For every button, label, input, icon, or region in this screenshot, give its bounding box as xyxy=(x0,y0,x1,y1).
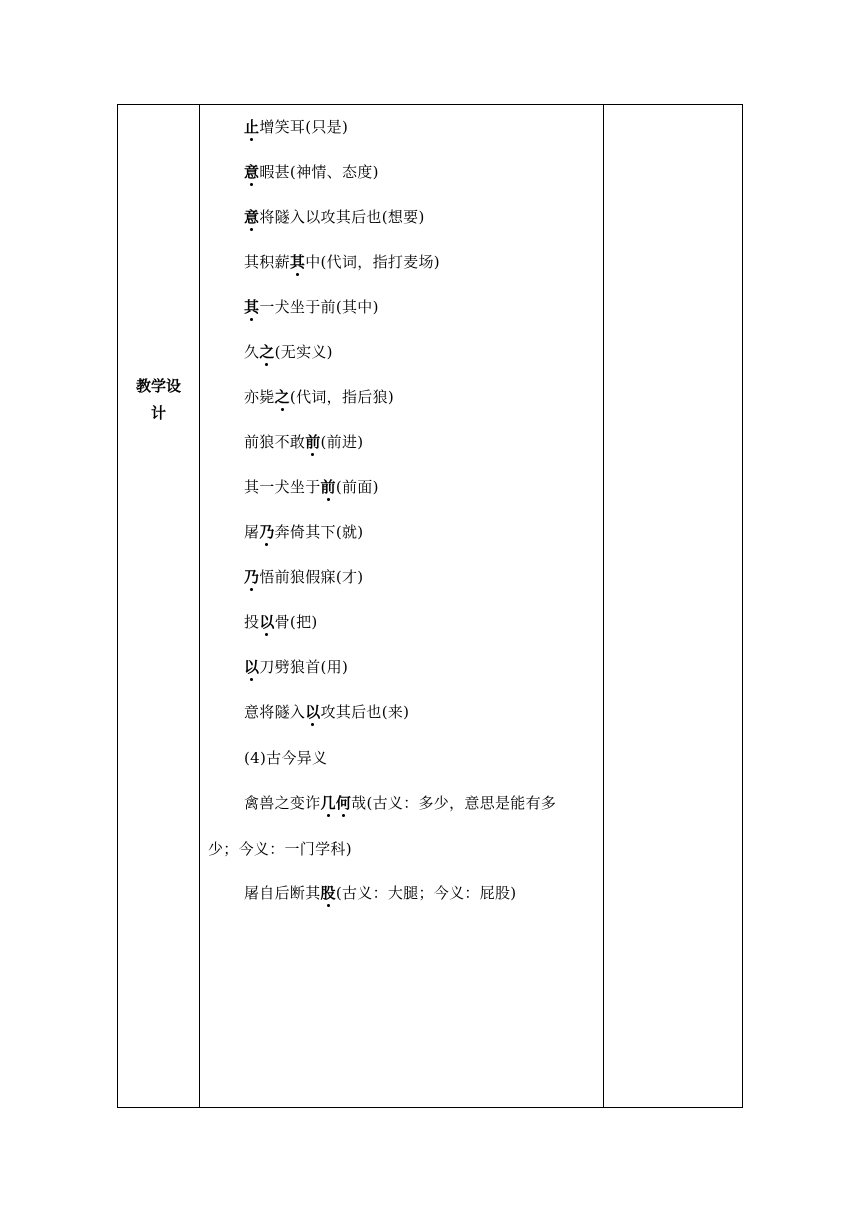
emphasized-character: 其 xyxy=(289,253,306,271)
content-line xyxy=(244,567,363,587)
line-text: (4)古今异义 xyxy=(244,749,328,767)
content-line xyxy=(244,387,394,407)
column-divider xyxy=(199,105,200,1107)
emphasized-character: 意 xyxy=(244,208,260,226)
content-line xyxy=(244,162,379,182)
line-text: 一犬坐于前(其中) xyxy=(259,298,379,316)
content-line xyxy=(244,252,440,272)
content-line xyxy=(244,883,516,903)
emphasized-character: 几 xyxy=(320,794,336,812)
content-line xyxy=(244,748,327,768)
line-text: 禽兽之变诈 xyxy=(244,794,321,812)
emphasized-character: 前 xyxy=(305,433,321,451)
line-text: 其积薪 xyxy=(244,253,290,271)
line-text: 少；今义：一门学科) xyxy=(208,840,352,858)
line-text: (古义：大腿；今义：屁股) xyxy=(335,884,517,902)
line-text: 久 xyxy=(244,343,260,361)
emphasized-character: 乃 xyxy=(259,523,275,541)
emphasized-character: 之 xyxy=(274,388,290,406)
emphasized-character: 之 xyxy=(259,343,275,361)
row-label-line: 教学设 xyxy=(135,377,181,395)
line-text: 骨(把) xyxy=(274,613,318,631)
row-label xyxy=(118,373,199,427)
emphasized-character: 以 xyxy=(259,613,275,631)
line-text: 其一犬坐于 xyxy=(244,478,321,496)
line-text: 刀劈狼首(用) xyxy=(259,658,349,676)
emphasized-character: 以 xyxy=(305,703,321,721)
emphasized-character: 乃 xyxy=(244,568,260,586)
line-text: (前面) xyxy=(335,478,379,496)
content-line xyxy=(244,207,425,227)
emphasized-character: 意 xyxy=(244,163,260,181)
content-line xyxy=(244,657,348,677)
emphasized-character: 股 xyxy=(320,884,336,902)
content-line xyxy=(244,612,318,632)
emphasized-character: 前 xyxy=(320,478,336,496)
emphasized-character: 止 xyxy=(244,118,260,136)
column-divider xyxy=(603,105,604,1107)
line-text: 亦毙 xyxy=(244,388,275,406)
row-label-line: 计 xyxy=(150,404,166,422)
content-line xyxy=(244,477,379,497)
content-line xyxy=(244,522,363,542)
lesson-table xyxy=(117,104,743,1108)
line-text: (无实义) xyxy=(274,343,333,361)
line-text: 中(代词，指打麦场) xyxy=(305,253,440,271)
line-text: 哉(古义：多少，意思是能有多 xyxy=(351,794,557,812)
line-text: 投 xyxy=(244,613,260,631)
line-text: (代词，指后狼) xyxy=(289,388,395,406)
content-line xyxy=(244,793,556,813)
line-text: 屠 xyxy=(244,523,260,541)
content-line xyxy=(244,117,348,137)
line-text: 增笑耳(只是) xyxy=(259,118,349,136)
line-text: 奔倚其下(就) xyxy=(274,523,364,541)
content-line xyxy=(244,702,409,722)
emphasized-character: 其 xyxy=(244,298,260,316)
line-text: 前狼不敢 xyxy=(244,433,306,451)
content-line xyxy=(244,342,333,362)
emphasized-character: 何 xyxy=(335,794,352,812)
line-text: 攻其后也(来) xyxy=(320,703,410,721)
content-line xyxy=(244,297,379,317)
emphasized-character: 以 xyxy=(244,658,260,676)
line-text: 悟前狼假寐(才) xyxy=(259,568,364,586)
line-text: 暇甚(神情、态度) xyxy=(259,163,379,181)
line-text: 意将隧入 xyxy=(244,703,306,721)
line-text: 屠自后断其 xyxy=(244,884,321,902)
content-line xyxy=(208,839,352,859)
content-line xyxy=(244,432,363,452)
line-text: (前进) xyxy=(320,433,364,451)
line-text: 将隧入以攻其后也(想要) xyxy=(259,208,425,226)
